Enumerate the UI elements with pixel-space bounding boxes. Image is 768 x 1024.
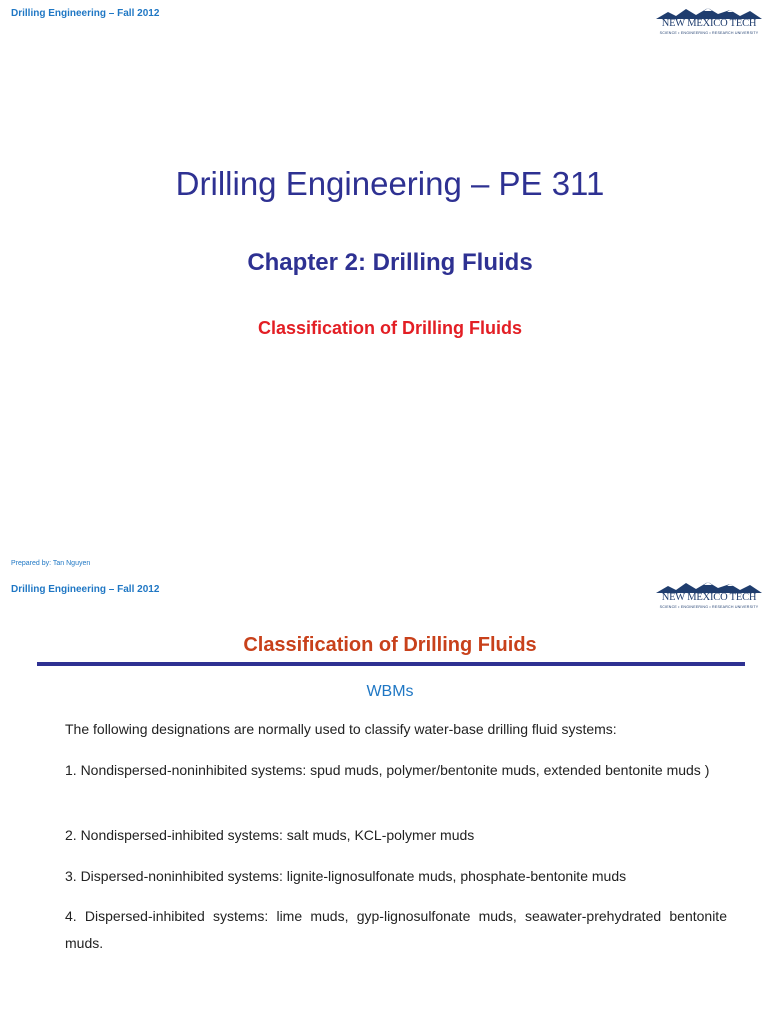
logo-tagline: SCIENCE • ENGINEERING • RESEARCH UNIVERSITY xyxy=(659,605,759,609)
content-slide xyxy=(0,575,768,1024)
course-tag: Drilling Engineering – Fall 2012 xyxy=(11,584,160,595)
logo-tagline: SCIENCE • ENGINEERING • RESEARCH UNIVERSITY xyxy=(659,31,759,35)
slide-subtitle: Classification of Drilling Fluids xyxy=(257,318,523,338)
prepared-by: Prepared by: Tan Nguyen xyxy=(11,560,91,567)
page-title: Drilling Engineering – PE 311 xyxy=(175,165,605,202)
list-item: 4. Dispersed-inhibited systems: lime muds, gyp-lignosulfonate muds, seawater-prehydrated bentonite muds. xyxy=(65,908,727,951)
list-item: 2. Nondispersed-inhibited systems: salt muds, KCL-polymer muds xyxy=(65,827,475,843)
university-logo xyxy=(656,581,762,613)
logo-name: NEW MEXICO TECH xyxy=(661,592,757,603)
list-item: 3. Dispersed-noninhibited systems: lignite-lignosulfonate muds, phosphate-bentonite muds xyxy=(65,868,627,884)
intro-paragraph: The following designations are normally used to classify water-base drilling fluid systems: xyxy=(65,721,617,737)
list-item: 1. Nondispersed-noninhibited systems: spud muds, polymer/bentonite muds, extended bentonite muds ) xyxy=(65,762,710,778)
course-tag: Drilling Engineering – Fall 2012 xyxy=(11,8,160,19)
chapter-title: Chapter 2: Drilling Fluids xyxy=(247,249,533,276)
slide-title: Classification of Drilling Fluids xyxy=(243,634,537,656)
university-logo xyxy=(656,7,762,39)
logo-name: NEW MEXICO TECH xyxy=(661,18,757,29)
title-divider xyxy=(37,662,745,666)
section-heading: WBMs xyxy=(366,683,414,700)
